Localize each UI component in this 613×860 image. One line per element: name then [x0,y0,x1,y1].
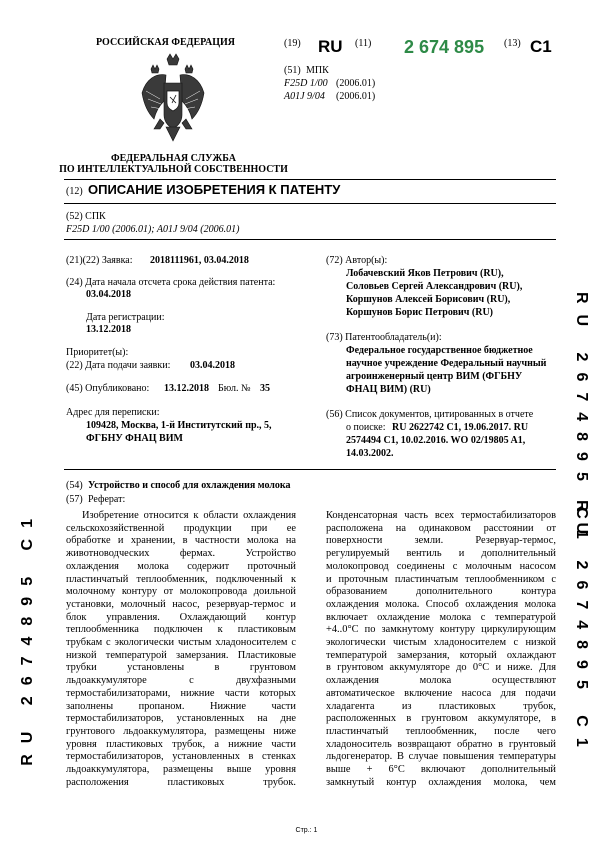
abstract-line: молокопровод соединены с молочным насосом [326,560,556,572]
abstract-line: образованием дополнительного контура [326,586,556,598]
abstract-line: льдоаккумулятора, размещены выше уровня [66,764,296,776]
authors-label: (72) Автор(ы): [326,255,388,266]
holder-line-4: ФНАЦ ВИМ) (RU) [346,384,431,395]
abstract-line: блок управления. Охлаждающий контур [66,611,296,623]
mpk-label: МПК [306,65,329,76]
abstract-line: охлаждения молока осуществляют [326,675,556,687]
mpk-year-2: (2006.01) [336,91,376,102]
abstract-line: грунтового льдоаккумулятора, размещены ниже [66,725,296,737]
rule-title [64,203,556,204]
priority-label: Приоритет(ы): [66,347,129,358]
country-name: РОССИЙСКАЯ ФЕДЕРАЦИЯ [96,37,236,48]
spk-classes: F25D 1/00 (2006.01); A01J 9/04 (2006.01) [66,224,240,235]
abstract-line: теплообменника подключен к пластиковым [66,624,296,636]
abstract-line: Конденсаторная часть всех термостабилизаторов [326,510,556,521]
registration-value: 13.12.2018 [86,324,131,335]
spk-label: (52) СПК [66,211,106,222]
publication-value: 13.12.2018 [164,383,209,394]
author-3: Коршунов Алексей Борисович (RU), [346,294,511,305]
abstract-line: температурой замерзания, который охлаждают [326,649,556,661]
abstract-line: выше + 6°C включают дополнительный [326,764,556,776]
holder-line-1: Федеральное государственное бюджетное [346,345,533,356]
abstract-column-right [326,510,556,789]
holder-line-2: научное учреждение Федеральный научный [346,358,547,369]
abstract-line: низкой температурой замерзания. Пластиковые [66,649,296,661]
abstract-line: молочному контуру от молокопровода доильной [66,586,296,598]
cited-docs-line-3: 14.03.2002. [346,448,394,459]
registration-label: Дата регистрации: [86,312,165,323]
publication-label: (45) Опубликовано: [66,383,150,394]
abstract-line: охлаждения молока. Способ охлаждения молока [326,598,556,610]
side-code-left: RU 2674895 C1 [19,508,36,766]
bulletin-label: Бюл. № [218,383,251,394]
abstract-line: животноводческих фермах. Устройство [66,548,296,560]
rule-biblio [64,469,556,470]
inid-13: (13) [504,38,521,49]
side-code-right-lower: RU 2674895 C1 [573,500,590,758]
abstract-line: уровня пластиковых трубок, а нижние части [66,738,296,750]
cited-docs-label-2: о поиске: [346,422,386,433]
abstract-column-left [66,510,296,789]
abstract-line: термостабилизаторов, установленных на дне [66,713,296,725]
abstract-line: хладоноситель возвращают обратно в грунтовый [326,738,556,750]
filing-label: (22) Дата подачи заявки: [66,360,171,371]
invention-name: Устройство и способ для охлаждения молока [88,480,291,491]
address-line-2: ФГБНУ ФНАЦ ВИМ [86,433,183,444]
abstract-line: поверхности земли. Резервуар-термос, [326,535,556,547]
abstract-line: и проточным пластинчатым теплообменником с [326,573,556,585]
mpk-class-1: F25D 1/00 [284,78,328,89]
abstract-line: термостабилизаторами, нижние части которых [66,687,296,699]
abstract-line: замкнутый контур охлаждения молока, чем [326,776,556,788]
address-line-1: 109428, Москва, 1-й Институтский пр., 5, [86,420,272,431]
cited-docs-first: RU 2622742 C1, 19.06.2017. RU [392,422,529,433]
document-title: ОПИСАНИЕ ИЗОБРЕТЕНИЯ К ПАТЕНТУ [88,182,341,197]
abstract-line: охлаждения молока содержит проточный [66,560,296,572]
abstract-line: установки, молочный насос, резервуар-термос и [66,598,296,610]
author-1: Лобачевский Яков Петрович (RU), [346,268,504,279]
coat-of-arms-emblem [140,53,206,145]
abstract-line: трубки установлены в грунтовом [66,662,296,674]
abstract-line: льдогенератор. В случае повышения температуры [326,751,556,763]
kind-code: C1 [530,37,552,56]
author-4: Коршунов Борис Петрович (RU) [346,307,494,318]
agency-line1: ФЕДЕРАЛЬНАЯ СЛУЖБА [111,153,236,164]
inid-57: (57) [66,494,83,505]
author-2: Соловьев Сергей Александрович (RU), [346,281,523,292]
abstract-line: регулируемый вентиль и дополнительный [326,548,556,560]
abstract-line: пластинчатый теплообменник, подключенный к [66,573,296,585]
holder-line-3: агроинженерный центр ВИМ (ФГБНУ [346,371,523,382]
cited-docs-label: (56) Список документов, цитированных в отчете [326,409,534,420]
application-value: 2018111961, 03.04.2018 [150,255,249,266]
abstract-line: обработке и хранении, в частности молока на [66,535,296,547]
inid-54: (54) [66,480,83,491]
mpk-year-1: (2006.01) [336,78,376,89]
abstract-line: расположения пластиковых трубок. [66,776,296,788]
rule-spk [64,239,556,240]
abstract-line: расположена на одинаковом расстоянии от [326,522,556,534]
abstract-line: сельскохозяйственной продукции при ее [66,522,296,534]
abstract-line: +4..0°C по замкнутому контуру циркулирующим [326,624,556,636]
inid-51: (51) [284,65,301,76]
side-code-right-upper: RU 2674895 C1 [573,292,590,550]
abstract-line: автоматическое включение насоса для подачи [326,687,556,699]
abstract-line: включает охлаждение молока с температурой [326,611,556,623]
agency-line2: ПО ИНТЕЛЛЕКТУАЛЬНОЙ СОБСТВЕННОСТИ [59,164,288,175]
term-value: 03.04.2018 [86,289,131,300]
term-label: (24) Дата начала отсчета срока действия патента: [66,277,276,288]
inid-11: (11) [355,38,372,49]
abstract-line: расположенных в грунтовом аккумуляторе, в [326,713,556,725]
holder-label: (73) Патентообладатель(и): [326,332,442,343]
abstract-line: заполнены пропаном. Нижние части [66,700,296,712]
inid-12: (12) [66,186,83,197]
abstract-line: трубкам с экологически чистым хладоносителем с [66,637,296,649]
filing-value: 03.04.2018 [190,360,235,371]
country-code: RU [318,37,343,56]
abstract-label: Реферат: [88,494,126,505]
application-label: (21)(22) Заявка: [66,255,133,266]
patent-number: 2 674 895 [404,37,485,57]
abstract-line: хладагента из пластиковых трубок, [326,700,556,712]
abstract-line: Изобретение относится к области охлаждения [82,510,296,521]
abstract-line: экологически чистым хладоносителем с низкой [326,637,556,649]
abstract-line: в грунтовом аккумуляторе до 0°C и ниже. Для [326,662,556,674]
abstract-line: термостабилизаторов, установленных в стенках [66,751,296,763]
rule-top [64,179,556,180]
address-label: Адрес для переписки: [66,407,160,418]
cited-docs-line-2: 2574494 C1, 10.02.2016. WO 02/19805 A1, [346,435,526,446]
bulletin-value: 35 [260,383,270,394]
page-number: Стр.: 1 [295,827,318,834]
abstract-line: льдоаккумуляторе с двухфазными [66,675,296,687]
mpk-class-2: A01J 9/04 [284,91,325,102]
inid-19: (19) [284,38,301,49]
abstract-line: пластинчатый теплообменник, после чего [326,725,556,737]
